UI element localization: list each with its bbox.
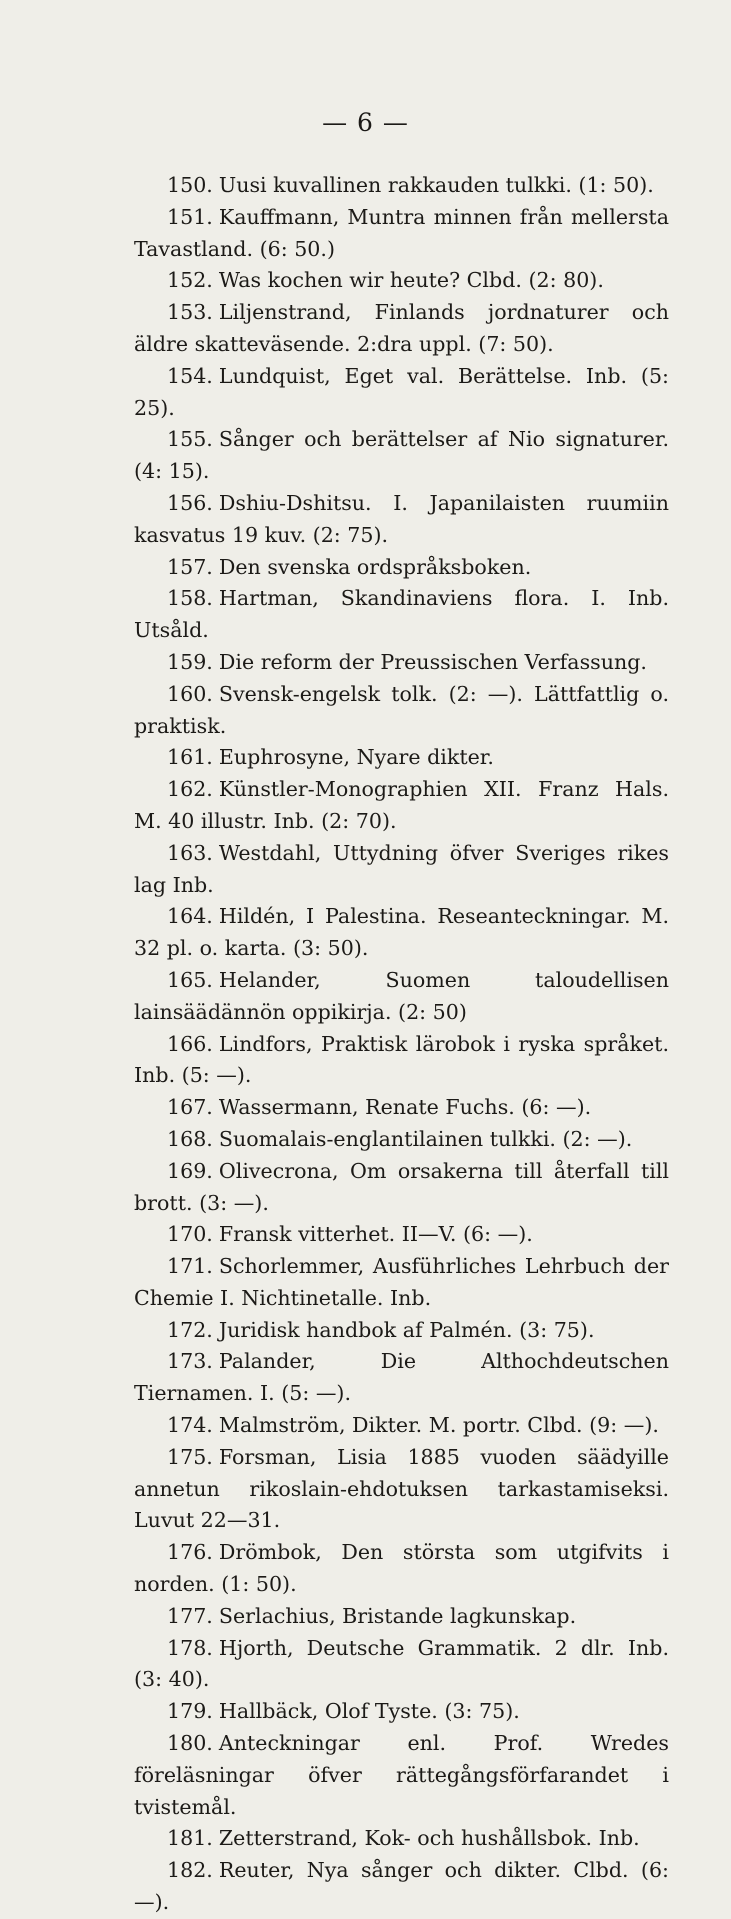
book-entry	[134, 1251, 669, 1315]
book-entry	[134, 1442, 669, 1537]
entry-text: Anteckningar enl. Prof. Wredes föreläsningar öfver rättegångsförfarandet i tvistemål.	[134, 1731, 669, 1819]
book-entry	[134, 1633, 669, 1697]
entry-text: Zetterstrand, Kok- och hushållsbok. Inb.	[218, 1826, 640, 1851]
book-entry	[134, 838, 669, 902]
entry-text: Helander, Suomen taloudellisen lainsäädännön oppikirja. (2: 50)	[134, 967, 669, 1024]
book-entry	[134, 552, 669, 584]
entry-number: 152.	[167, 268, 213, 293]
entry-number: 153.	[167, 300, 213, 325]
book-entry	[134, 679, 669, 743]
entry-number: 177.	[167, 1603, 213, 1628]
entry-text: Den svenska ordspråksboken.	[218, 554, 532, 579]
entry-number: 178.	[167, 1635, 213, 1660]
entry-text: Hjorth, Deutsche Grammatik. 2 dlr. Inb. (3: 40).	[134, 1635, 669, 1692]
book-entry	[134, 1855, 669, 1919]
entry-number: 157.	[167, 554, 213, 579]
book-entry	[134, 774, 669, 838]
entry-number: 168.	[167, 1126, 213, 1151]
entry-text: Serlachius, Bristande lagkunskap.	[218, 1603, 577, 1628]
book-entry	[134, 361, 669, 425]
book-list	[134, 170, 669, 1919]
entry-number: 180.	[167, 1731, 213, 1756]
book-entry	[134, 1346, 669, 1410]
entry-number: 163.	[167, 840, 213, 865]
entry-number: 150.	[167, 173, 213, 197]
book-entry	[134, 170, 669, 202]
entry-text: Uusi kuvallinen rakkauden tulkki. (1: 50).	[218, 173, 654, 197]
entry-text: Svensk-engelsk tolk. (2: —). Lättfattlig o. praktisk.	[134, 681, 669, 738]
entry-number: 181.	[167, 1826, 213, 1851]
entry-text: Forsman, Lisia 1885 vuoden säädyille annetun rikoslain-ehdotuksen tarkastamiseksi. Luvut 22—31.	[134, 1444, 669, 1533]
entry-text: Hallbäck, Olof Tyste. (3: 75).	[218, 1699, 520, 1724]
entry-text: Fransk vitterhet. II—V. (6: —).	[218, 1222, 533, 1247]
entry-number: 161.	[167, 745, 213, 770]
entry-number: 165.	[167, 967, 213, 992]
book-entry	[134, 265, 669, 297]
book-entry	[134, 1092, 669, 1124]
entry-number: 151.	[167, 204, 213, 229]
book-entry	[134, 583, 669, 647]
entry-number: 169.	[167, 1158, 213, 1183]
entry-number: 170.	[167, 1222, 213, 1247]
entry-number: 155.	[167, 427, 213, 452]
entry-number: 171.	[167, 1254, 213, 1279]
entry-number: 166.	[167, 1031, 213, 1056]
book-entry	[134, 488, 669, 552]
book-entry	[134, 1156, 669, 1220]
entry-text: Lundquist, Eget val. Berättelse. Inb. (5: 25).	[134, 363, 669, 420]
entry-number: 154.	[167, 363, 213, 388]
book-entry	[134, 1537, 669, 1601]
entry-number: 174.	[167, 1413, 213, 1438]
book-entry	[134, 1728, 669, 1823]
entry-number: 182.	[167, 1858, 213, 1883]
entry-text: Hildén, I Palestina. Reseanteckningar. M. 32 pl. o. karta. (3: 50).	[134, 904, 669, 961]
book-entry	[134, 901, 669, 965]
book-entry	[134, 297, 669, 361]
book-entry	[134, 1823, 669, 1855]
entry-text: Reuter, Nya sånger och dikter. Clbd. (6: —).	[134, 1858, 669, 1915]
entry-text: Suomalais-englantilainen tulkki. (2: —).	[218, 1126, 633, 1151]
entry-number: 160.	[167, 681, 213, 706]
entry-text: Künstler-Monographien XII. Franz Hals. M. 40 illustr. Inb. (2: 70).	[134, 777, 669, 833]
entry-number: 172.	[167, 1317, 213, 1342]
entry-number: 179.	[167, 1699, 213, 1724]
entry-number: 175.	[167, 1444, 213, 1469]
book-entry	[134, 424, 669, 488]
entry-text: Lindfors, Praktisk lärobok i ryska språket. Inb. (5: —).	[134, 1031, 669, 1088]
entry-number: 167.	[167, 1095, 213, 1120]
page-number: — 6 —	[322, 108, 409, 137]
entry-text: Die reform der Preussischen Verfassung.	[218, 649, 647, 674]
entry-text: Dshiu-Dshitsu. I. Japanilaisten ruumiin kasvatus 19 kuv. (2: 75).	[134, 490, 669, 547]
entry-text: Juridisk handbok af Palmén. (3: 75).	[218, 1317, 595, 1342]
book-entry	[134, 647, 669, 679]
entry-text: Was kochen wir heute? Clbd. (2: 80).	[218, 268, 604, 293]
entry-text: Kauffmann, Muntra minnen från mellersta Tavastland. (6: 50.)	[134, 204, 669, 261]
entry-text: Palander, Die Althochdeutschen Tiernamen. I. (5: —).	[134, 1349, 669, 1406]
book-entry	[134, 1315, 669, 1347]
book-entry	[134, 202, 669, 266]
book-entry	[134, 1029, 669, 1093]
book-entry	[134, 965, 669, 1029]
book-entry	[134, 1601, 669, 1633]
entry-text: Hartman, Skandinaviens flora. I. Inb. Utsåld.	[134, 586, 669, 643]
entry-number: 162.	[167, 777, 213, 802]
book-entry	[134, 1696, 669, 1728]
entry-number: 173.	[167, 1349, 213, 1374]
book-entry	[134, 1219, 669, 1251]
book-entry	[134, 742, 669, 774]
entry-text: Olivecrona, Om orsakerna till återfall till brott. (3: —).	[134, 1158, 669, 1215]
entry-text: Liljenstrand, Finlands jordnaturer och äldre skatteväsende. 2:dra uppl. (7: 50).	[134, 300, 669, 356]
entry-number: 158.	[167, 586, 213, 611]
entry-text: Malmström, Dikter. M. portr. Clbd. (9: —).	[218, 1413, 659, 1438]
book-entry	[134, 1124, 669, 1156]
entry-text: Drömbok, Den största som utgifvits i norden. (1: 50).	[134, 1540, 669, 1597]
entry-text: Westdahl, Uttydning öfver Sveriges rikes lag Inb.	[134, 840, 669, 897]
entry-text: Schorlemmer, Ausführliches Lehrbuch der Chemie I. Nichtinetalle. Inb.	[134, 1254, 669, 1310]
entry-text: Wassermann, Renate Fuchs. (6: —).	[218, 1095, 592, 1120]
entry-text: Sånger och berättelser af Nio signaturer. (4: 15).	[134, 427, 669, 484]
entry-text: Euphrosyne, Nyare dikter.	[218, 745, 494, 770]
book-entry	[134, 1410, 669, 1442]
entry-number: 159.	[167, 649, 213, 674]
entry-number: 156.	[167, 490, 213, 515]
entry-number: 164.	[167, 904, 213, 929]
entry-number: 176.	[167, 1540, 213, 1565]
